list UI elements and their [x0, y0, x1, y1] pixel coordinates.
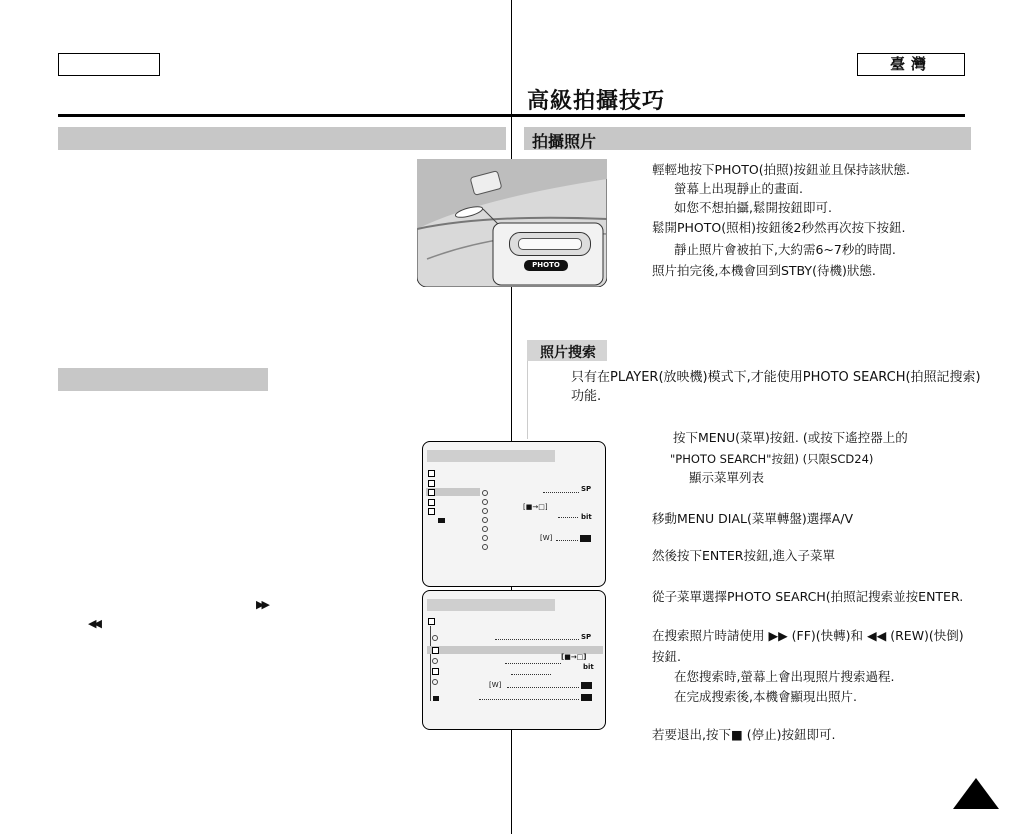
menu-icon	[428, 618, 435, 625]
menu-icon	[428, 508, 435, 515]
step-search-line: 在您搜索時,螢幕上會出現照片搜索過程.	[674, 669, 895, 684]
search-intro-line: 功能.	[571, 389, 602, 404]
menu-value-2: [■→□]	[523, 503, 548, 511]
menu-header-bar	[427, 599, 555, 611]
menu-leader	[511, 674, 551, 675]
menu-bullet	[482, 526, 488, 532]
menu2-value-4: [W]	[489, 681, 502, 689]
section-title: 拍攝照片	[532, 132, 597, 151]
step-search-line: 在搜索照片時請使用 ▶▶ (FF)(快轉)和 ◀◀ (REW)(快倒)	[652, 628, 964, 643]
menu-leader	[479, 699, 579, 700]
language-tab-left	[58, 53, 160, 76]
menu-value-1: SP	[581, 485, 592, 493]
menu-icon	[428, 489, 435, 496]
header-rule	[58, 114, 965, 117]
ff-icon-left: ▶▶	[256, 598, 267, 611]
menu-bullet	[482, 517, 488, 523]
menu-icon	[438, 518, 445, 523]
camera-illustration	[417, 159, 607, 287]
step-menu-line: 按下MENU(菜單)按鈕. (或按下遙控器上的	[673, 430, 908, 445]
menu-bullet	[432, 658, 438, 664]
instruction-line: 鬆開PHOTO(照相)按鈕後2秒然再次按下按鈕.	[652, 220, 906, 235]
menu-bullet	[482, 544, 488, 550]
menu2-value-2: [■→□]	[561, 653, 587, 661]
menu-bullet	[432, 635, 438, 641]
menu-value-4: [W]	[540, 534, 553, 542]
left-sub-bar	[58, 368, 268, 391]
photo-search-bar	[527, 340, 607, 361]
menu-icon	[428, 470, 435, 477]
menu2-value-3: bit	[583, 663, 594, 671]
search-intro-line: 只有在PLAYER(放映機)模式下,才能使用PHOTO SEARCH(拍照記搜索)	[571, 370, 981, 385]
menu-icon	[428, 480, 435, 487]
menu-leader	[558, 517, 578, 518]
photo-button-graphic	[509, 232, 591, 256]
menu-bullet	[482, 499, 488, 505]
region-tab	[857, 53, 965, 76]
menu-leader	[495, 639, 579, 640]
step-menu-line: "PHOTO SEARCH"按鈕) (只限SCD24)	[670, 452, 874, 466]
menu-value-block	[581, 682, 592, 689]
triangle-up-icon[interactable]	[953, 778, 999, 809]
photo-button-label: PHOTO	[524, 260, 568, 271]
menu-header-bar	[427, 450, 555, 462]
instruction-line: 靜止照片會被拍下,大約需6~7秒的時間.	[674, 242, 896, 257]
menu-leader	[556, 540, 578, 541]
menu-bullet	[482, 490, 488, 496]
menu-value-block	[580, 535, 591, 542]
menu2-value-1: SP	[581, 633, 592, 641]
step-menu-line: 顯示菜單列表	[689, 470, 765, 485]
step-search-line: 按鈕.	[652, 649, 681, 664]
step-enter-line: 然後按下ENTER按鈕,進入子菜單	[652, 548, 835, 563]
rew-icon-left: ◀◀	[88, 617, 99, 630]
instruction-line: 輕輕地按下PHOTO(拍照)按鈕並且保持該狀態.	[652, 162, 910, 177]
menu-bullet	[482, 535, 488, 541]
menu-icon	[432, 647, 439, 654]
menu-leader	[507, 687, 579, 688]
menu-bullet	[432, 679, 438, 685]
step-dial-line: 移動MENU DIAL(菜單轉盤)選擇A/V	[652, 511, 854, 526]
step-search-line: 在完成搜索後,本機會顯現出照片.	[674, 689, 857, 704]
menu-icon	[433, 696, 439, 701]
menu-leader	[505, 663, 561, 664]
menu-value-block	[581, 694, 592, 701]
region-label: 臺灣	[889, 55, 932, 73]
step-exit-line: 若要退出,按下■ (停止)按鈕即可.	[652, 727, 836, 742]
section-title-bar	[524, 127, 971, 150]
instruction-line: 如您不想拍攝,鬆開按鈕即可.	[674, 200, 832, 215]
page-title: 高級拍攝技巧	[527, 89, 666, 114]
camera-body-image	[417, 159, 607, 287]
instruction-line: 螢幕上出現靜止的畫面.	[674, 181, 803, 196]
menu-icon	[432, 668, 439, 675]
menu-screen-2	[422, 590, 606, 730]
menu-tree-line	[430, 626, 431, 701]
menu-bullet	[482, 508, 488, 514]
menu-icon	[428, 499, 435, 506]
search-vertical-line	[527, 361, 528, 439]
step-select-line: 從子菜單選擇PHOTO SEARCH(拍照記搜索並按ENTER.	[652, 589, 964, 604]
menu-leader	[543, 492, 579, 493]
photo-search-title: 照片搜索	[540, 345, 596, 361]
instruction-line: 照片拍完後,本機會回到STBY(待機)狀態.	[652, 263, 876, 278]
menu-value-3: bit	[581, 513, 592, 521]
menu-screen-1	[422, 441, 606, 587]
left-section-bar	[58, 127, 506, 150]
